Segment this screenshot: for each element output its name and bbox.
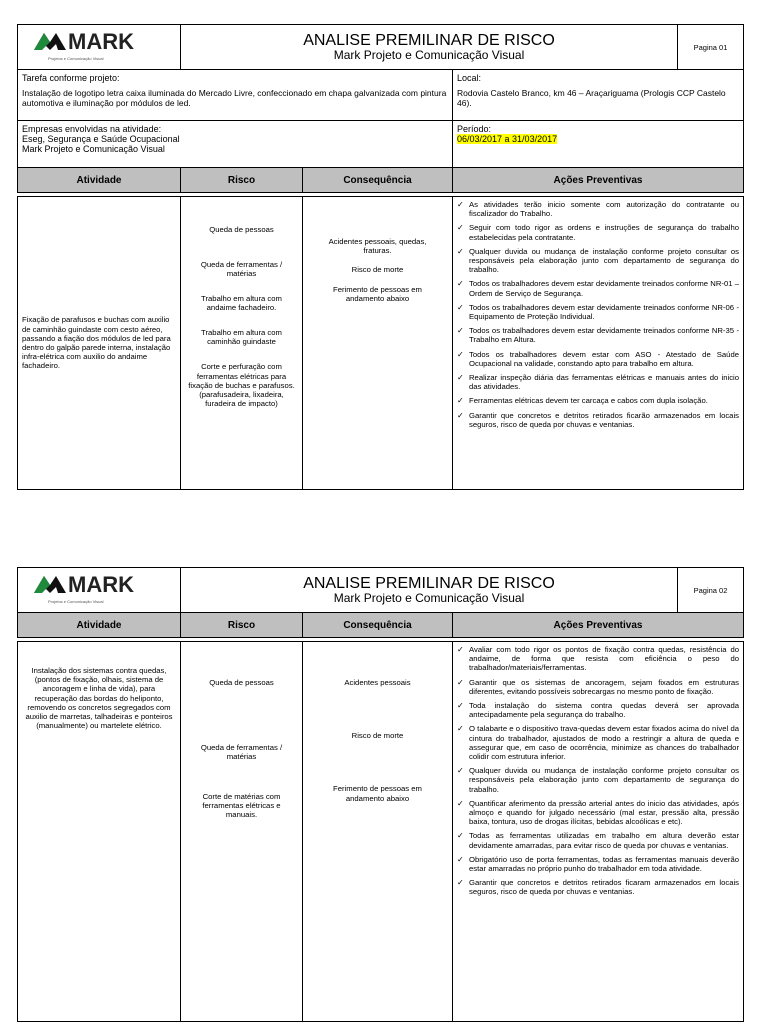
col-risco: Risco (181, 613, 303, 638)
document-title (181, 568, 678, 613)
acao-item: ✓ Quantificar aferimento da pressão arterial antes do inicio das atividades, após almoço e quando for julgado necessário (mal estar, pressão alta, pressão baixa, tontura, uso de drogas ilícitas, bebidas alcoólicas e etc). (469, 799, 739, 827)
logo-text: MARK (68, 572, 134, 594)
acao-item: ✓ Todos os trabalhadores devem estar com ASO - Atestado de Saúde Ocupacional na validade, constando apto para trabalho em altura. (469, 350, 739, 368)
acao-item: ✓ As atividades terão inicio somente com autorização do contratante ou fiscalizador do Trabalho. (469, 200, 739, 218)
risco-item: Queda de pessoas (209, 225, 274, 234)
atividade-text: Fixação de parafusos e buchas com auxilio de caminhão guindaste com cesto aéreo, passando a fiação dos módulos de led para dentro do galpão parede interna, instalação infra-elétrica com auxilio do andaime fachadeiro. (22, 315, 171, 371)
risco-cell (181, 197, 303, 490)
consequencia-item: Acidentes pessoais, quedas, fraturas. (328, 237, 427, 256)
acao-item: ✓ O talabarte e o dispositivo trava-quedas devem estar fixados acima do nível da cintura do trabalhador, ajustados de modo a restringir a altura de queda e assegurar que, em caso de ocorrência, minimize as chances do trabalhador colidir com estrutura inferior. (469, 724, 739, 761)
page-2 (17, 567, 743, 1022)
page-1 (17, 24, 743, 490)
acao-item: ✓ Garantir que concretos e detritos retirados ficarão armazenados em locais seguros, risco de queda por chuvas e ventanias. (469, 411, 739, 429)
mark-logo (18, 25, 181, 70)
consequencia-item: Acidentes pessoais (344, 678, 411, 687)
acao-item: ✓ Seguir com todo rigor as ordens e instruções de segurança do trabalho estabelecidas pela contratante. (469, 223, 739, 241)
risco-item: Queda de pessoas (209, 678, 274, 687)
local-cell (453, 70, 744, 121)
risco-item: Corte de matérias com ferramentas elétricas e manuais. (202, 791, 281, 820)
acoes-list (453, 642, 743, 897)
local-label: Local: (457, 73, 482, 83)
acoes-cell (453, 642, 744, 1022)
acao-item: ✓ Todos os trabalhadores devem estar devidamente treinados conforme NR-35 - Trabalho em Altura. (469, 326, 739, 344)
acao-item: ✓ Todos os trabalhadores devem estar devidamente treinados conforme NR-01 – Ordem de Serviço de Segurança. (469, 279, 739, 297)
empresas-cell (18, 121, 453, 168)
mark-logo-icon (34, 572, 164, 594)
acao-item: ✓ Obrigatório uso de porta ferramentas, todas as ferramentas manuais deverão estar amarradas no próprio punho do trabalhador em toda atividade. (469, 855, 739, 873)
col-consequencia: Consequência (303, 168, 453, 193)
acao-item: ✓ Realizar inspeção diária das ferramentas elétricas e manuais antes do inicio das atividades. (469, 373, 739, 391)
acao-item: ✓ Qualquer duvida ou mudança de instalação conforme projeto consultar os responsáveis pela elaboração junto com departamento de segurança do trabalho. (469, 247, 739, 275)
atividade-cell (18, 197, 181, 490)
tarefa-text: Instalação de logotipo letra caixa iluminada do Mercado Livre, confeccionado em chapa galvanizada com pintura automotiva e iluminação por módulos de led. (22, 88, 447, 108)
tarefa-label: Tarefa conforme projeto: (22, 73, 120, 83)
logo-text: MARK (68, 29, 134, 51)
risco-item: Queda de ferramentas / matérias (200, 743, 283, 762)
consequencia-cell (303, 642, 453, 1022)
acao-item: ✓ Garantir que concretos e detritos retirados ficaram armazenados em locais seguros, risco de queda por chuvas e ventanias. (469, 878, 739, 896)
consequencia-item: Risco de morte (351, 265, 404, 275)
atividade-text: Instalação dos sistemas contra quedas, (pontos de fixação, olhais, sistema de ancoragem e linha de vida), para recuperação das bordas do heliponto, removendo os concretos segregados com auxilio de marretas, talhadeiras e ponteiros (manualmente) ou martelete elétrico. (25, 666, 173, 731)
periodo-text: 06/03/2017 a 31/03/2017 (457, 134, 558, 144)
empresas-2: Mark Projeto e Comunicação Visual (22, 144, 165, 154)
acao-item: ✓ Todos os trabalhadores devem estar devidamente treinados conforme NR-06 - Equipamento de Proteção Individual. (469, 303, 739, 321)
risco-item: Trabalho em altura com caminhão guindaste (201, 328, 282, 347)
empresas-1: Eseg, Segurança e Saúde Ocupacional (22, 134, 180, 144)
logo-subtitle: Projetos e Comunicação Visual (48, 56, 104, 61)
page-number: Pagina 01 (678, 25, 744, 70)
subtitle: Mark Projeto e Comunicação Visual (333, 48, 525, 62)
acao-item: ✓ Ferramentas elétricas devem ter carcaça e cabos com dupla isolação. (469, 396, 739, 405)
col-acoes: Ações Preventivas (453, 168, 744, 193)
consequencia-item: Ferimento de pessoas em andamento abaixo (333, 284, 422, 303)
acao-item: ✓ Toda instalação do sistema contra quedas deverá ser aprovada antecipadamente pela segurança do trabalho. (469, 701, 739, 719)
periodo-label: Período: (457, 124, 492, 134)
consequencia-item: Risco de morte (351, 731, 404, 741)
acao-item: ✓ Qualquer duvida ou mudança de instalação conforme projeto consultar os responsáveis pela elaboração junto com departamento de segurança do trabalho. (469, 766, 739, 794)
periodo-cell (453, 121, 744, 168)
acao-item: ✓ Todas as ferramentas utilizadas em trabalho em altura deverão estar devidamente amarradas, para evitar risco de queda por chuvas e ventanias. (469, 831, 739, 849)
risco-cell (181, 642, 303, 1022)
empresas-label: Empresas envolvidas na atividade: (22, 124, 162, 134)
title: ANALISE PREMILINAR DE RISCO (303, 32, 555, 49)
acoes-cell (453, 197, 744, 490)
document-title (181, 25, 678, 70)
col-acoes: Ações Preventivas (453, 613, 744, 638)
col-risco: Risco (181, 168, 303, 193)
tarefa-cell (18, 70, 453, 121)
risco-item: Queda de ferramentas / matérias (200, 260, 283, 279)
acao-item: ✓ Avaliar com todo rigor os pontos de fixação contra quedas, resistência do andaime, de forma que resista com eficiência o peso do trabalhador/materiais/ferramentas. (469, 645, 739, 673)
col-consequencia: Consequência (303, 613, 453, 638)
col-atividade: Atividade (18, 613, 181, 638)
consequencia-item: Ferimento de pessoas em andamento abaixo (333, 784, 422, 803)
atividade-cell (18, 642, 181, 1022)
acao-item: ✓ Garantir que os sistemas de ancoragem, sejam fixados em estruturas diferentes, evitando possíveis sobrecargas no mesmo ponto de fixação. (469, 678, 739, 696)
risco-item: Trabalho em altura com andaime fachadeiro. (201, 293, 282, 312)
risco-item: Corte e perfuração com ferramentas elétricas para fixação de buchas e parafusos. (parafusadeira, lixadeira, furadeira de impacto) (188, 362, 295, 409)
mark-logo (18, 568, 181, 613)
local-text: Rodovia Castelo Branco, km 46 – Araçariguama (Prologis CCP Castelo 46). (457, 88, 726, 108)
page-number: Pagina 02 (678, 568, 744, 613)
logo-subtitle: Projetos e Comunicação Visual (48, 599, 104, 604)
subtitle: Mark Projeto e Comunicação Visual (333, 591, 525, 605)
col-atividade: Atividade (18, 168, 181, 193)
acoes-list (453, 197, 743, 429)
title: ANALISE PREMILINAR DE RISCO (303, 575, 555, 592)
consequencia-cell (303, 197, 453, 490)
mark-logo-icon (34, 29, 164, 51)
